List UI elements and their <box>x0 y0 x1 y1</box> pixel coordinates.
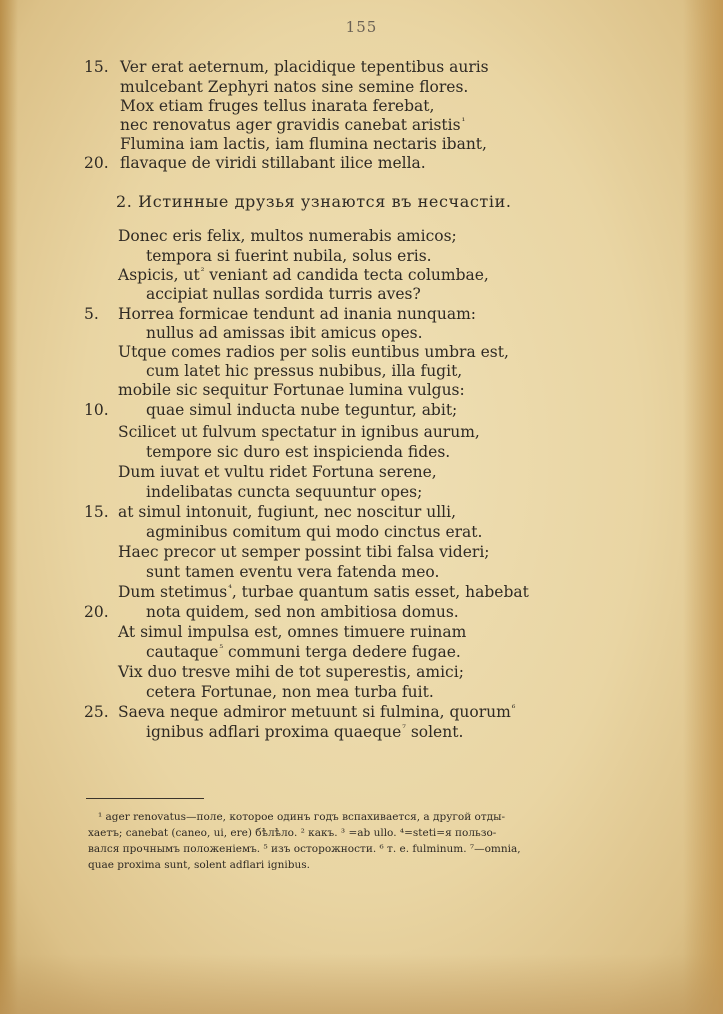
line-number: 15. <box>84 503 109 521</box>
verse-line: cetera Fortunae, non mea turba fuit. <box>146 683 434 701</box>
verse-line: cautaque$^{^5}$ communi terga dedere fugae. <box>146 643 461 661</box>
verse-line: flavaque de viridi stillabant ilice mella. <box>120 154 426 172</box>
verse-line: indelibatas cuncta sequuntur opes; <box>146 483 423 501</box>
verse-line: At simul impulsa est, omnes timuere ruinam <box>118 623 467 641</box>
footnote-marker: ¹ <box>461 117 466 127</box>
line-number: 25. <box>84 703 109 721</box>
line-number: 5. <box>84 305 99 323</box>
verse-line: Utque comes radios per solis euntibus umbra est, <box>118 343 509 361</box>
verse-line: Horrea formicae tendunt ad inania nunquam: <box>118 305 476 323</box>
section-heading: 2. Истинные друзья узнаются въ несчастіи. <box>116 192 512 211</box>
verse-line: Dum iuvat et vultu ridet Fortuna serene, <box>118 463 437 481</box>
page-edge-shadow-bottom <box>0 954 723 1014</box>
page-number: 155 <box>345 18 378 36</box>
verse-line: mobile sic sequitur Fortunae lumina vulgus: <box>118 381 465 399</box>
verse-line: nullus ad amissas ibit amicus opes. <box>146 324 423 342</box>
footnote-marker: ⁶ <box>511 704 516 714</box>
verse-line: nota quidem, sed non ambitiosa domus. <box>146 603 459 621</box>
page-edge-shadow-left <box>0 0 18 1014</box>
footnote-line: хаетъ; canebat (caneo, ui, ere) бѣлѣло. ² какъ. ³ =ab ullo. ⁴=steti=я пользо- <box>88 827 497 839</box>
verse-line: Saeva neque admiror metuunt si fulmina, quorum$^{^6}$ <box>118 703 516 721</box>
verse-line: Dum stetimus$^{^4}$, turbae quantum satis esset, habebat <box>118 583 529 601</box>
verse-line: cum latet hic pressus nubibus, illa fugit, <box>146 362 463 380</box>
footnote-divider <box>86 798 204 799</box>
footnote-line: вался прочнымъ положеніемъ. ⁵ изъ осторожности. ⁶ т. е. fulminum. ⁷—omnia, <box>88 843 521 855</box>
verse-line: Scilicet ut fulvum spectatur in ignibus aurum, <box>118 423 480 441</box>
line-number: 15. <box>84 58 109 76</box>
line-number: 10. <box>84 401 109 419</box>
verse-line: Aspicis, $ut^{^2}$ veniant ad candida tecta columbae, <box>118 266 489 284</box>
page-edge-shadow-right <box>683 0 723 1014</box>
footnote-marker: ⁷ <box>402 724 406 734</box>
verse-line: at simul intonuit, fugiunt, nec noscitur ulli, <box>118 503 457 521</box>
verse-line: ignibus adflari proxima quaeque$^{^7}$ solent. <box>146 723 464 741</box>
verse-line: tempore sic duro est inspicienda fides. <box>146 443 451 461</box>
line-number: 20. <box>84 603 109 621</box>
verse-line: Ver erat aeternum, placidique tepentibus auris <box>120 58 489 76</box>
footnote-marker: ⁵ <box>219 644 224 654</box>
verse-line: sunt tamen eventu vera fatenda meo. <box>146 563 440 581</box>
line-number: 20. <box>84 154 109 172</box>
verse-line: tempora si fuerint nubila, solus eris. <box>146 247 432 265</box>
verse-line: nec renovatus ager gravidis canebat aristis$^{^1}$ <box>120 116 466 134</box>
verse-line: Flumina iam lactis, iam flumina nectaris ibant, <box>120 135 487 153</box>
footnote-line: quae proxima sunt, solent adflari ignibus. <box>88 859 310 871</box>
footnote-marker: ² <box>200 267 205 277</box>
verse-line: mulcebant Zephyri natos sine semine flores. <box>120 78 469 96</box>
verse-line: Donec eris felix, multos numerabis amicos; <box>118 227 457 245</box>
verse-line: agminibus comitum qui modo cinctus erat. <box>146 523 483 541</box>
verse-line: Mox etiam fruges tellus inarata ferebat, <box>120 97 435 115</box>
verse-line: Vix duo tresve mihi de tot superestis, amici; <box>118 663 464 681</box>
verse-line: quae simul inducta nube teguntur, abit; <box>146 401 458 419</box>
footnote-line: ¹ ager renovatus—поле, которое одинъ годъ вспахивается, а другой отды- <box>98 811 506 823</box>
footnote-marker: ⁴ <box>228 584 232 594</box>
verse-line: Haec precor ut semper possint tibi falsa videri; <box>118 543 490 561</box>
verse-line: accipiat nullas sordida turris aves? <box>146 285 421 303</box>
